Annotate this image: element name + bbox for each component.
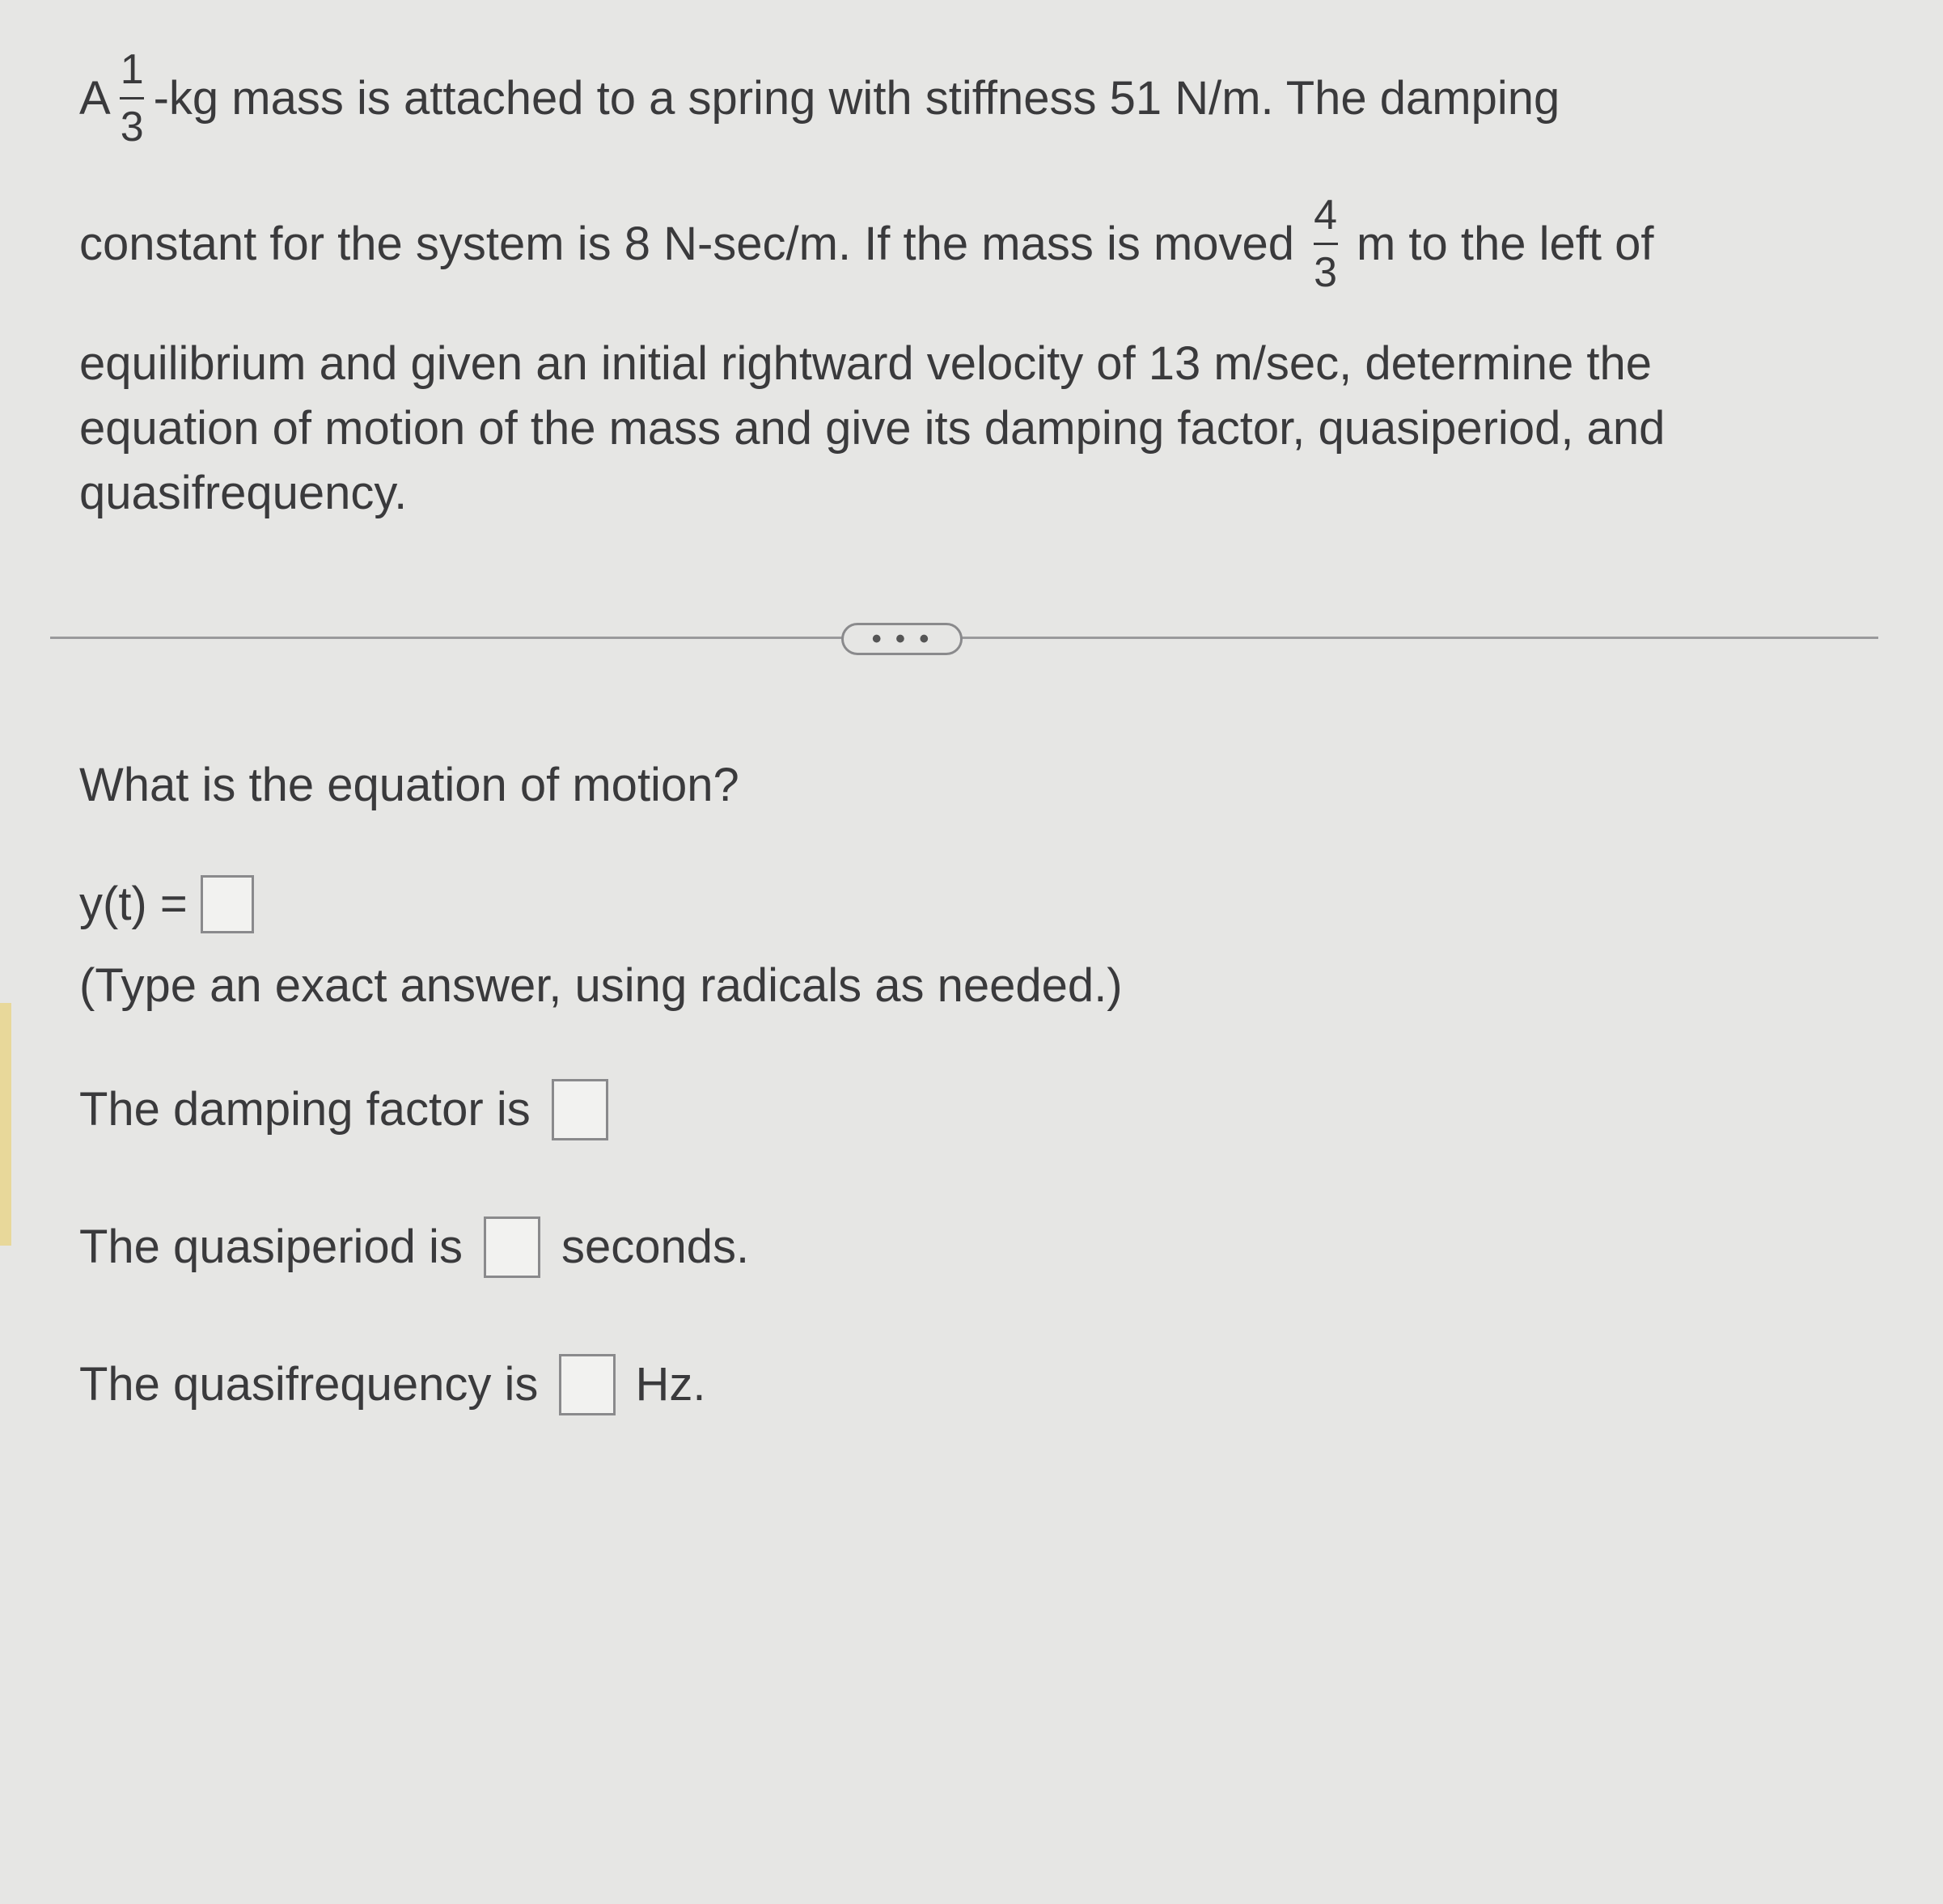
damping-row [79, 1079, 620, 1140]
line1-suffix: -kg mass is attached to a spring with stiffness 51 N/m. The damping [153, 71, 1560, 125]
equation-answer-row [79, 875, 265, 933]
section-divider [50, 637, 1878, 639]
problem-line-1 [79, 46, 1560, 150]
mass-fraction [116, 46, 149, 150]
displacement-fraction-denominator: 3 [1314, 249, 1337, 296]
quasifrequency-unit: Hz. [635, 1358, 706, 1411]
line2-suffix: m to the left of [1356, 217, 1654, 270]
quasifrequency-row [79, 1354, 705, 1415]
equation-prompt: What is the equation of motion? [79, 759, 739, 811]
quasiperiod-unit: seconds. [561, 1221, 750, 1273]
mass-fraction-denominator: 3 [120, 104, 144, 150]
y-label: y(t) = [79, 878, 188, 930]
expand-more-button[interactable]: • • • [841, 623, 963, 655]
problem-text-continued: equilibrium and given an initial rightward velocity of 13 m/sec, determine the equation of motion of the mass and give its damping factor, quasiperiod, and quasifrequency. [79, 337, 1666, 519]
left-edge-highlight [0, 1003, 11, 1246]
damping-label: The damping factor is [79, 1083, 531, 1136]
quasiperiod-label: The quasiperiod is [79, 1221, 463, 1273]
line1-prefix: A [79, 71, 111, 125]
quasifrequency-label: The quasifrequency is [79, 1358, 539, 1411]
line2-prefix: constant for the system is 8 N-sec/m. If the mass is moved [79, 217, 1295, 270]
quasifrequency-input[interactable] [559, 1354, 616, 1415]
fraction-bar [120, 97, 144, 99]
equation-answer-input[interactable] [201, 875, 254, 933]
fraction-bar [1314, 243, 1338, 245]
quasiperiod-row [79, 1216, 749, 1278]
quasiperiod-input[interactable] [484, 1216, 540, 1278]
problem-line-2 [79, 194, 1654, 294]
displacement-fraction-numerator: 4 [1314, 192, 1337, 239]
equation-hint: (Type an exact answer, using radicals as needed.) [79, 959, 1123, 1012]
damping-factor-input[interactable] [552, 1079, 608, 1140]
displacement-fraction [1309, 194, 1342, 294]
mass-fraction-numerator: 1 [120, 46, 144, 93]
